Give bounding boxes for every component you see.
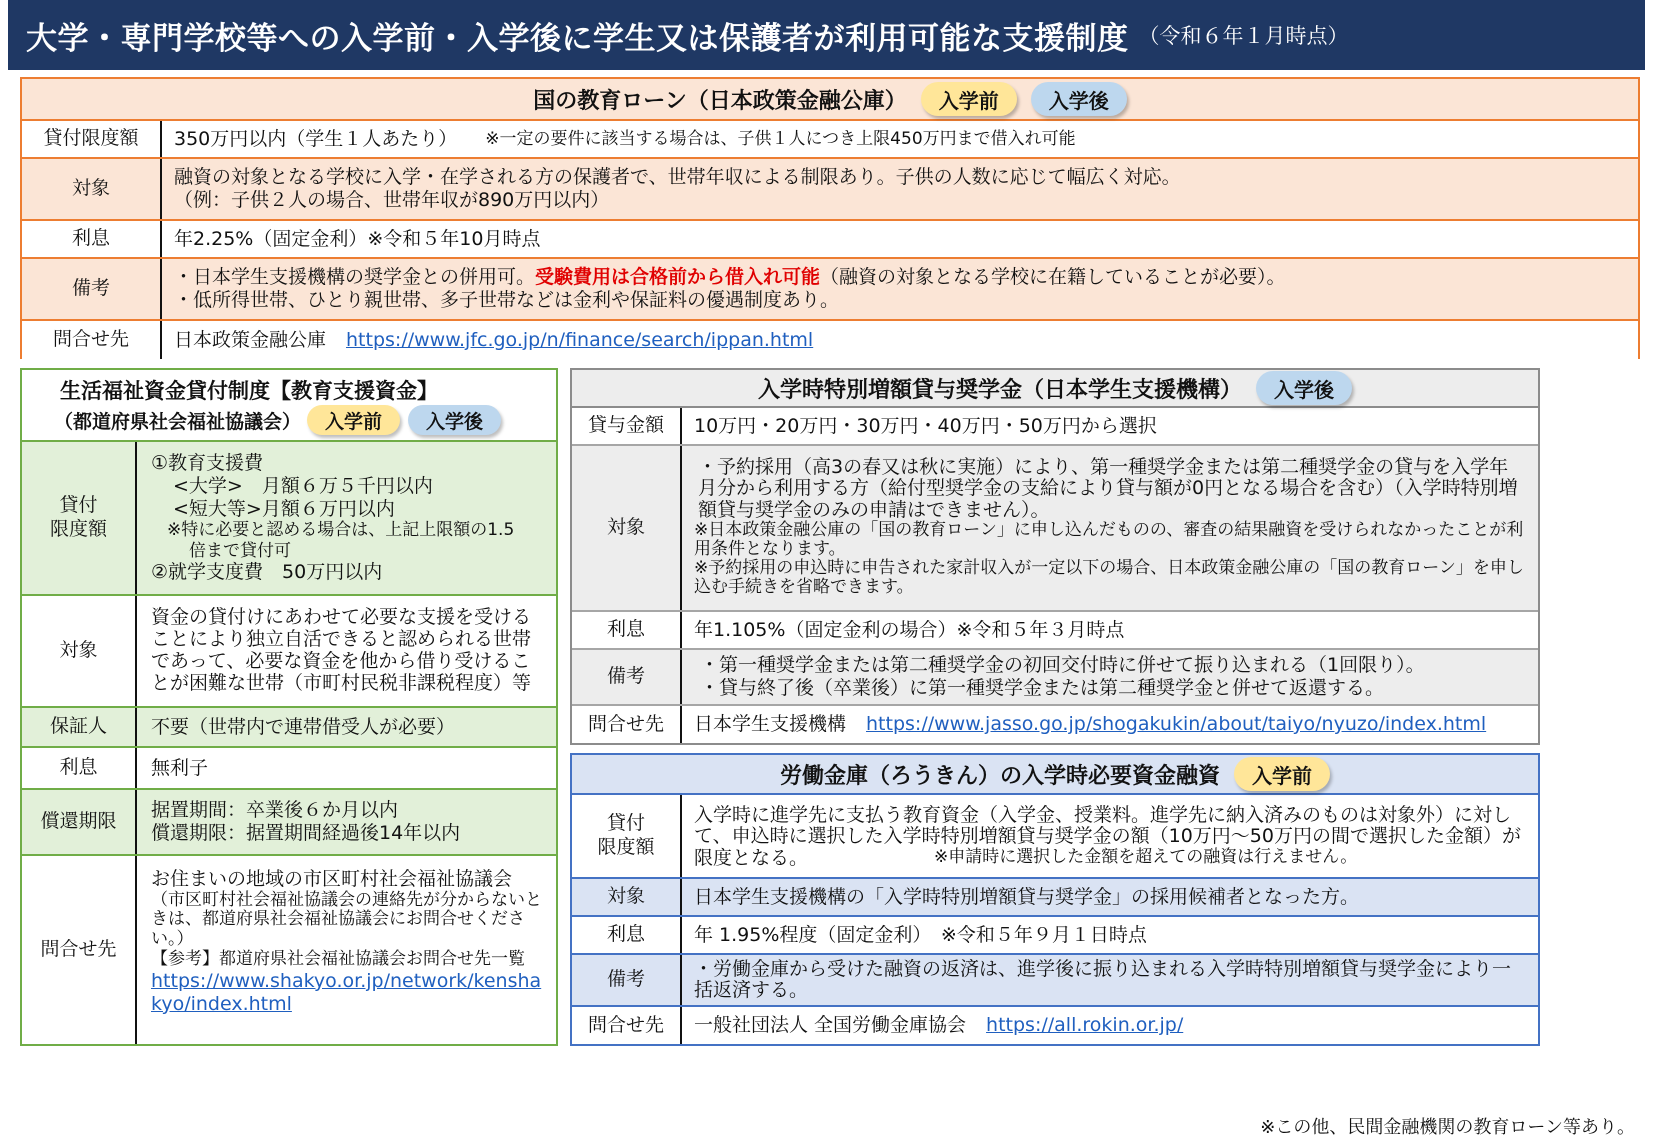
rokin-contact-link[interactable]: https://all.rokin.or.jp/	[986, 1014, 1184, 1037]
jfc-remarks-line1-b: （融資の対象となる学校に在籍していることが必要）。	[820, 266, 1286, 289]
jfc-row-target	[22, 159, 1638, 221]
row-label: 限度額	[49, 518, 107, 540]
badge-post-admission: 入学後	[1031, 82, 1127, 116]
jasso-row-amount	[572, 408, 1538, 446]
row-label: 問合せ先	[572, 1007, 682, 1044]
row-label: 保証人	[22, 708, 137, 746]
badge-post-admission: 入学後	[408, 405, 501, 435]
footnote: ※この他、民間金融機関の教育ローン等あり。	[1260, 1117, 1635, 1138]
jasso-amount-value: 10万円・20万円・30万円・40万円・50万円から選択	[694, 414, 1157, 437]
welfare-target-value: 資金の貸付けにあわせて必要な支援を受けることにより独立自活できると認められる世帯であって、必要な資金を他から借り受けることが困難な世帯（市町村民税非課税程度）等	[151, 606, 532, 694]
welfare-limit-line: ②就学支度費 50万円以内	[151, 561, 383, 584]
row-label: 対象	[572, 879, 682, 915]
row-label: 問合せ先	[22, 856, 137, 1044]
jasso-target-line2: ※日本政策金融公庫の「国の教育ローン」に申し込んだものの、審査の結果融資を受けられなかったことが利用条件となります。	[694, 519, 1524, 559]
jfc-contact-org: 日本政策金融公庫	[174, 328, 327, 351]
rokin-remarks-value: ・労働金庫から受けた融資の返済は、進学後に振り込まれる入学時特別増額貸与奨学金により一括返済する。	[694, 958, 1512, 1001]
jasso-target-line1: ・予約採用（高3の春又は秋に実施）により、第一種奨学金または第二種奨学金の貸与を入学年月分から利用する方（給付型奨学金の支給により貸与額が0円となる場合を含む）（入学時特別増額貸与奨学金のみの申請はできません）。	[698, 456, 1518, 521]
rokin-row-limit	[572, 795, 1538, 879]
page-title-bar	[8, 0, 1645, 70]
page-title: 大学・専門学校等への入学前・入学後に学生又は保護者が利用可能な支援制度	[26, 20, 1129, 57]
row-label: 利息	[22, 221, 162, 257]
jfc-panel	[20, 77, 1640, 359]
jfc-remarks-line1-a: ・日本学生支援機構の奨学金との併用可。	[174, 266, 536, 289]
row-label: 備考	[22, 259, 162, 319]
jfc-limit-note: ※一定の要件に該当する場合は、子供１人につき上限450万円まで借入れ可能	[485, 128, 1076, 149]
badge-pre-admission: 入学前	[1234, 757, 1330, 791]
jfc-title: 国の教育ローン（日本政策金融公庫）	[533, 88, 907, 114]
welfare-row-repay	[22, 790, 556, 856]
rokin-row-target	[572, 879, 1538, 917]
jasso-title: 入学時特別増額貸与奨学金（日本学生支援機構）	[757, 377, 1242, 403]
welfare-guarantor-value: 不要（世帯内で連帯借受人が必要）	[151, 715, 456, 738]
welfare-contact-link[interactable]: https://www.shakyo.or.jp/network/kenshakyo/index.html	[151, 969, 542, 1015]
row-label: 貸付	[606, 812, 645, 835]
welfare-heading	[22, 370, 556, 442]
welfare-limit-line: ①教育支援費	[151, 452, 264, 475]
badge-post-admission: 入学後	[1256, 371, 1352, 405]
jasso-panel	[570, 368, 1540, 745]
welfare-row-contact	[22, 856, 556, 1044]
rokin-row-contact	[572, 1007, 1538, 1044]
jasso-contact-link[interactable]: https://www.jasso.go.jp/shogakukin/about/taiyo/nyuzo/index.html	[866, 713, 1487, 736]
row-label: 問合せ先	[572, 706, 682, 743]
jasso-row-contact	[572, 706, 1538, 743]
welfare-limit-line: 倍まで貸付可	[189, 540, 291, 561]
jfc-row-limit	[22, 121, 1638, 159]
welfare-row-guarantor	[22, 708, 556, 748]
jfc-interest-value: 年2.25%（固定金利）※令和５年10月時点	[174, 227, 541, 250]
badge-pre-admission: 入学前	[921, 82, 1017, 116]
jfc-limit-value: 350万円以内（学生１人あたり）	[174, 127, 458, 150]
jasso-contact-org: 日本学生支援機構	[694, 713, 847, 736]
rokin-panel	[570, 753, 1540, 1046]
jfc-row-interest	[22, 221, 1638, 259]
welfare-limit-line: <短大等>月額６万円以内	[173, 497, 395, 520]
row-label: 利息	[22, 748, 137, 788]
row-label: 貸付限度額	[22, 121, 162, 157]
jfc-heading	[22, 79, 1638, 121]
jfc-remarks-highlight: 受験費用は合格前から借入れ可能	[535, 266, 821, 289]
rokin-limit-note: ※申請時に選択した金額を超えての融資は行えません。	[934, 846, 1358, 867]
row-label: 対象	[572, 446, 682, 610]
rokin-target-value: 日本学生支援機構の「入学時特別増額貸与奨学金」の採用候補者となった方。	[694, 885, 1360, 908]
row-label: 限度額	[597, 836, 655, 858]
jasso-remarks-line2: ・貸与終了後（卒業後）に第一種奨学金または第二種奨学金と併せて返還する。	[700, 677, 1385, 699]
row-label: 備考	[572, 650, 682, 704]
jasso-row-remarks	[572, 650, 1538, 706]
jfc-row-contact	[22, 321, 1638, 359]
welfare-subtitle: （都道府県社会福祉協議会）	[54, 410, 302, 433]
rokin-heading	[572, 755, 1538, 795]
welfare-contact-line3: 【参考】都道府県社会福祉協議会お問合せ先一覧	[151, 949, 525, 970]
welfare-contact-line2: （市区町村社会福祉協議会の連絡先が分からないときは、都道府県社会福祉協議会にお問合せください。）	[151, 889, 542, 949]
rokin-row-remarks	[572, 955, 1538, 1007]
rokin-title: 労働金庫（ろうきん）の入学時必要資金融資	[779, 763, 1220, 789]
jasso-remarks-line1: ・第一種奨学金または第二種奨学金の初回交付時に併せて振り込まれる（1回限り）。	[700, 654, 1425, 677]
welfare-repay-line: 償還期限：据置期間経過後14年以内	[151, 822, 461, 844]
row-label: 利息	[572, 917, 682, 953]
jasso-target-line3: ※予約採用の申込時に申告された家計収入が一定以下の場合、日本政策金融公庫の「国の教育ローン」を申し込む手続きを省略できます。	[694, 557, 1524, 597]
jfc-contact-link[interactable]: https://www.jfc.go.jp/n/finance/search/ippan.html	[346, 328, 814, 351]
welfare-limit-line: ※特に必要と認める場合は、上記上限額の1.5	[167, 520, 515, 541]
rokin-interest-value: 年 1.95%程度（固定金利） ※令和５年９月１日時点	[694, 923, 1147, 946]
row-label: 備考	[572, 955, 682, 1005]
welfare-limit-line: <大学> 月額６万５千円以内	[173, 474, 433, 497]
welfare-contact-line1: お住まいの地域の市区町村社会福祉協議会	[151, 868, 513, 890]
page-title-date: （令和６年１月時点）	[1138, 24, 1349, 48]
row-label: 貸与金額	[572, 408, 682, 444]
rokin-limit-value: 入学時に進学先に支払う教育資金（入学金、授業料。進学先に納入済みのものは対象外）に対して、申込時に選択した入学時特別増額貸与奨学金の額（10万円～50万円の間で選択した金額）が限度となる。	[694, 804, 1521, 869]
row-label: 償還期限	[22, 790, 137, 854]
welfare-panel	[20, 368, 558, 1046]
welfare-repay-line: 据置期間：卒業後６か月以内	[151, 799, 399, 822]
jasso-heading	[572, 370, 1538, 408]
jfc-remarks-line2: ・低所得世帯、ひとり親世帯、多子世帯などは金利や保証料の優遇制度あり。	[174, 289, 840, 311]
welfare-row-limit	[22, 442, 556, 596]
rokin-contact-org: 一般社団法人 全国労働金庫協会	[694, 1014, 967, 1037]
jasso-interest-value: 年1.105%（固定金利の場合）※令和５年３月時点	[694, 618, 1125, 641]
jfc-target-line2: （例：子供２人の場合、世帯年収が890万円以内）	[174, 189, 610, 211]
welfare-title: 生活福祉資金貸付制度【教育支援資金】	[60, 379, 438, 403]
row-label: 対象	[22, 596, 137, 706]
row-label: 貸付	[59, 494, 98, 517]
jasso-row-interest	[572, 612, 1538, 650]
welfare-row-interest	[22, 748, 556, 790]
row-label: 対象	[22, 159, 162, 219]
rokin-row-interest	[572, 917, 1538, 955]
jfc-row-remarks	[22, 259, 1638, 321]
welfare-interest-value: 無利子	[151, 756, 209, 779]
row-label: 利息	[572, 612, 682, 648]
welfare-row-target	[22, 596, 556, 708]
jasso-row-target	[572, 446, 1538, 612]
jfc-target-line1: 融資の対象となる学校に入学・在学される方の保護者で、世帯年収による制限あり。子供の人数に応じて幅広く対応。	[174, 166, 1181, 189]
row-label: 問合せ先	[22, 321, 162, 359]
badge-pre-admission: 入学前	[307, 405, 400, 435]
